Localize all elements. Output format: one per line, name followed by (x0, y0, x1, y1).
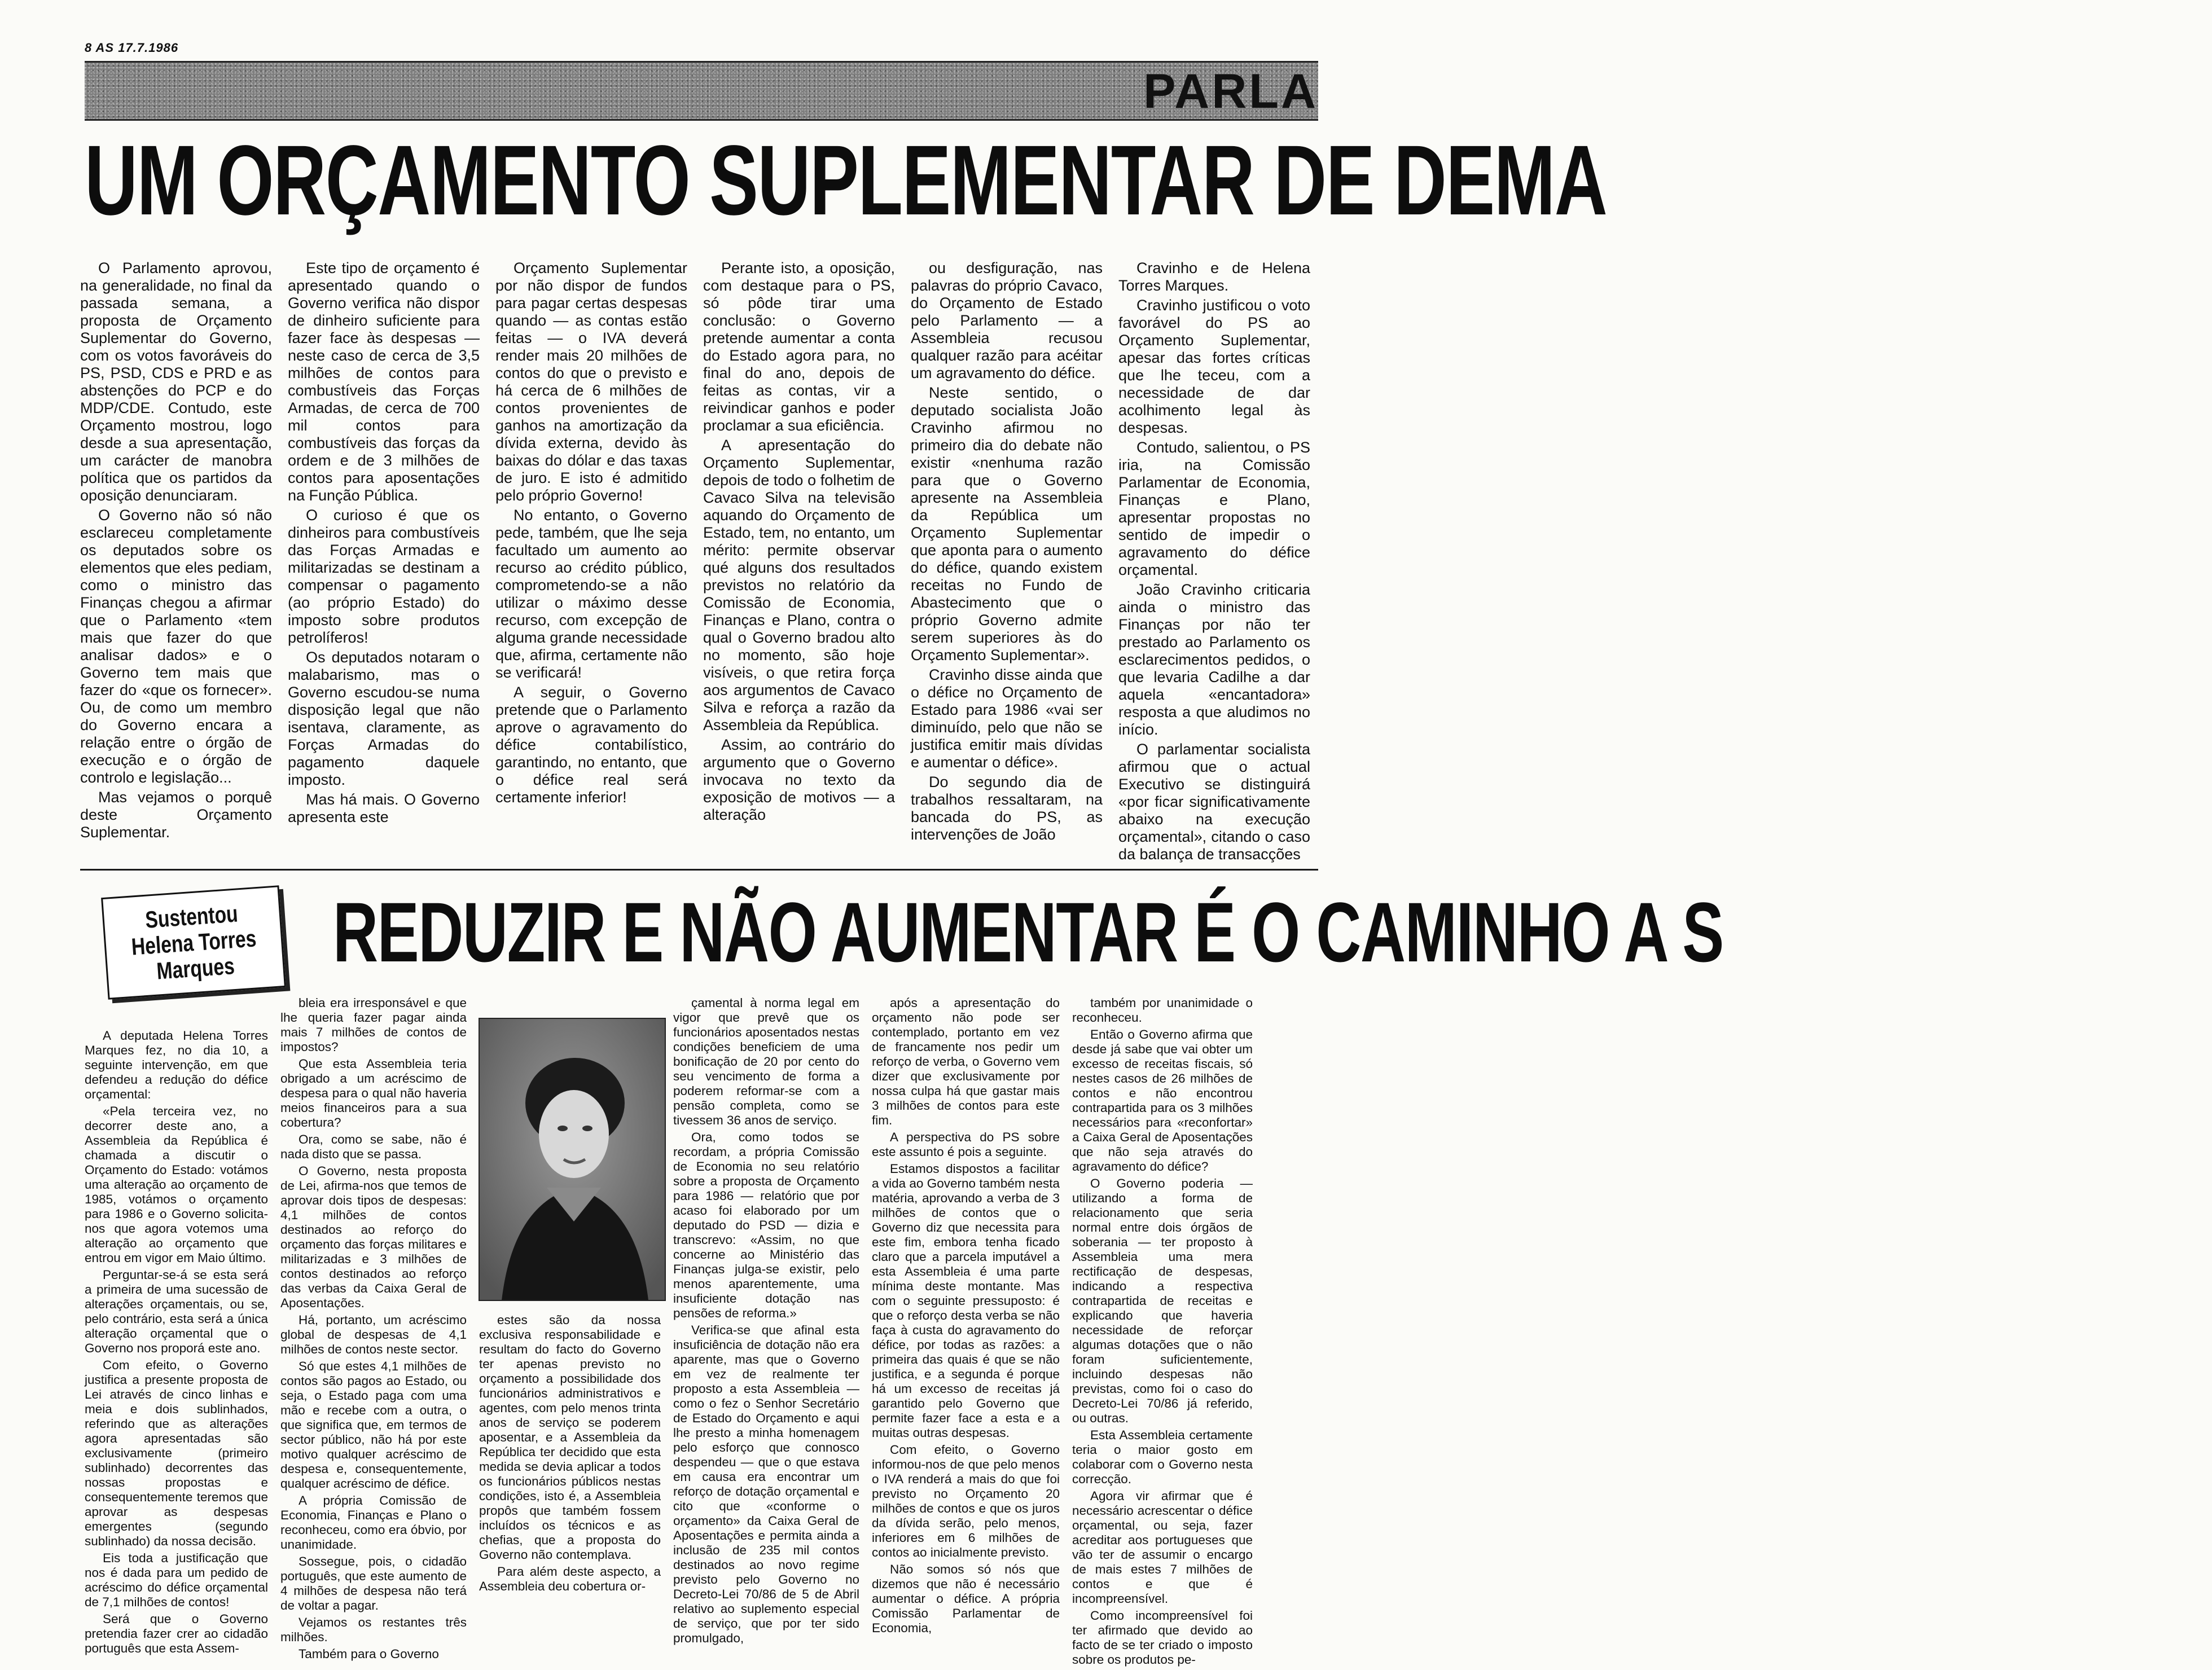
section-band (85, 61, 1318, 121)
section-divider (80, 869, 1318, 871)
paragraph: também por unanimidade o reconheceu. (1072, 996, 1253, 1025)
paragraph: estes são da nossa exclusiva responsabilidade e resultam do facto do Governo ter apenas previsto no orçamento a possibilidade dos funcionários administrativos e agentes, com pelo menos trinta anos de serviço se poderem aposentar, e a Assembleia da República ter decidido que esta medida se devia aplicar a todos os funcionários públicos nestas condições, isto é, a Assembleia propôs que também fossem incluídos os técnicos e as chefias, que a proposta do Governo não contemplava. (479, 1313, 661, 1562)
paragraph: bleia era irresponsável e que lhe queria fazer pagar ainda mais 7 milhões de contos de impostos? (280, 996, 467, 1054)
paragraph: O Governo poderia — utilizando a forma de relacionamento que seria normal entre dois órgãos de soberania — ter proposto à Assembleia uma mera rectificação de despesas, indicando a respectiva contrapartida de receitas e explicando que haveria necessidade de reforçar algumas dotações que o não foram suficientemente, incluindo despesas não previstas, como foi o caso do Decreto-Lei 70/86 já referido, ou outras. (1072, 1176, 1253, 1425)
article-1-headline: UM ORÇAMENTO SUPLEMENTAR DE DEMA (85, 125, 1607, 236)
paragraph: A perspectiva do PS sobre este assunto é pois a seguinte. (872, 1130, 1060, 1159)
paragraph: Só que estes 4,1 milhões de contos são pagos ao Estado, ou seja, o Estado paga com uma mão e recebe com a outra, o que significa que, em termos de sector público, não há por este motivo qualquer acréscimo de despesa e, consequentemente, qualquer acréscimo de défice. (280, 1359, 467, 1491)
paragraph: Perguntar-se-á se esta será a primeira de uma sucessão de alterações orçamentais, ou se, pelo contrário, esta será a única alteração orçamental que o Governo nos proporá este ano. (85, 1268, 268, 1355)
article-2-column (1072, 996, 1253, 1670)
paragraph: Como incompreensível foi ter afirmado que devido ao facto de se ter criado o imposto sobre os produtos pe- (1072, 1609, 1253, 1667)
paragraph: O parlamentar socialista afirmou que o actual Executivo se distinguirá «por ficar significativamente abaixo na execução orçamental», citando o caso da balança de transacções (1118, 741, 1310, 863)
paragraph: Estamos dispostos a facilitar a vida ao Governo também nesta matéria, aprovando a verba de 3 milhões de contos que o Governo diz que necessita para este fim, embora tenha ficado claro que a parcela imputável a esta Assembleia é uma parte mínima deste montante. Mas com o seguinte pressuposto: é que o reforço desta verba se não faça à custa do agravamento do défice, por todas as razões: a primeira das quais é que se não justifica, e a segunda é porque há um excesso de receitas já garantido pelo Governo que permite fazer face a esta e a muitas outras despesas. (872, 1162, 1060, 1440)
paragraph: Ora, como se sabe, não é nada disto que se passa. (280, 1132, 467, 1161)
article-1-column (80, 260, 272, 858)
paragraph: João Cravinho criticaria ainda o ministro das Finanças por não ter prestado ao Parlamento os esclarecimentos pedidos, o que levaria Cadilhe a dar aquela «encantadora» resposta a que aludimos no início. (1118, 581, 1310, 738)
paragraph: Cravinho e de Helena Torres Marques. (1118, 260, 1310, 294)
paragraph: Agora vir afirmar que é necessário acrescentar o défice orçamental, ou seja, fazer acreditar aos portugueses que vão ter de assumir o encargo de mais estes 7 milhões de contos e que é incompreensível. (1072, 1489, 1253, 1606)
paragraph: Vejamos os restantes três milhões. (280, 1615, 467, 1644)
article-2-body (85, 996, 1318, 1670)
paragraph: Perante isto, a oposição, com destaque para o PS, só pôde tirar uma conclusão: o Governo pretende aumentar a conta do Estado agora para, no final do ano, depois de feitas as contas, vir a reivindicar ganhos e poder proclamar a sua eficiência. (703, 260, 895, 434)
portrait-photo-image (479, 1018, 665, 1300)
paragraph: após a apresentação do orçamento não pode ser contemplado, portanto em vez de francamente nos pedir um reforço de verba, o Governo vem dizer que exclusivamente por nossa culpa há que gastar mais 3 milhões de contos para este fim. (872, 996, 1060, 1127)
paragraph: Orçamento Suplementar por não dispor de fundos para pagar certas despesas quando — as contas estão feitas — o IVA deverá render mais 20 milhões de contos do que o previsto e há cerca de 6 milhões de contos provenientes de ganhos na amortização da dívida externa, devido às baixas do dólar e das taxas de juro. E isto é admitido pelo próprio Governo! (495, 260, 687, 504)
paragraph: Com efeito, o Governo justifica a presente proposta de Lei através de cinco linhas e meia e dois sublinhados, referindo que as alterações agora apresentadas são exclusivamente (primeiro sublinhado) decorrentes das nossas propostas e consequentemente teremos que aprovar as despesas emergentes (segundo sublinhado) da nossa decisão. (85, 1358, 268, 1548)
paragraph: Verifica-se que afinal esta insuficiência de dotação não era aparente, mas que o Governo em vez de realmente ter proposto a esta Assembleia — como o fez o Senhor Secretário de Estado do Orçamento e aqui lhe presto a minha homenagem pelo esforço que connosco despendeu — que o que estava em causa era encontrar um reforço de dotação orçamental e cito que «conforme o orçamento» da Caixa Geral de Aposentações e permita ainda a inclusão de 235 mil contos destinados ao novo regime previsto pelo Governo no Decreto-Lei 70/86 de 5 de Abril relativo ao suplemento especial de serviço, que por ter sido promulgado, (673, 1323, 859, 1645)
paragraph: O curioso é que os dinheiros para combustíveis das Forças Armadas e militarizadas se destinam a compensar o pagamento (ao próprio Estado) do imposto sobre produtos petrolíferos! (288, 507, 480, 646)
article-2-column (85, 1029, 268, 1670)
paragraph: No entanto, o Governo pede, também, que lhe seja facultado um aumento ao recurso ao crédito público, comprometendo-se a não utilizar o máximo desse recurso, com excepção de alguma grande necessidade que, afirma, certamente não se verificará! (495, 507, 687, 681)
article-1-column (911, 260, 1103, 858)
article-1-column (495, 260, 687, 858)
paragraph: Com efeito, o Governo informou-nos de que pelo menos o IVA renderá a mais do que foi previsto no Orçamento 20 milhões de contos e que os juros da dívida serão, pelo menos, inferiores em 6 milhões de contos ao inicialmente previsto. (872, 1443, 1060, 1559)
paragraph: Para além deste aspecto, a Assembleia deu cobertura or- (479, 1564, 661, 1593)
portrait-photo (479, 1018, 665, 1300)
paragraph: Esta Assembleia certamente teria o maior gosto em colaborar com o Governo nesta correcção. (1072, 1428, 1253, 1486)
article-2-headline: REDUZIR E NÃO AUMENTAR É O CAMINHO A S (333, 885, 1723, 979)
kicker-line: Marques (155, 952, 235, 985)
article-1-body (80, 260, 1318, 863)
paragraph: Eis toda a justificação que nos é dada para um pedido de acréscimo do défice orçamental de 7,1 milhões de contos! (85, 1551, 268, 1609)
paragraph: Assim, ao contrário do argumento que o Governo invocava no texto da exposição de motivos — a alteração (703, 736, 895, 823)
article-2-column (479, 1313, 661, 1594)
paragraph: Mas vejamos o porquê deste Orçamento Suplementar. (80, 789, 272, 841)
paragraph: Então o Governo afirma que desde já sabe que vai obter um excesso de receitas fiscais, só nestes casos de 26 milhões de contos e não encontrou contrapartida para os 3 milhões necessários para «reconfortar» a Caixa Geral de Aposentações que não seja através do agravamento do défice? (1072, 1027, 1253, 1174)
paragraph: «Pela terceira vez, no decorrer deste ano, a Assembleia da República é chamada a discutir o Orçamento do Estado: votámos uma alteração ao orçamento de 1985, votámos o orçamento para 1986 e o Governo solicita-nos que agora votemos uma alteração ao orçamento que entrou em vigor em Maio último. (85, 1104, 268, 1265)
paragraph: Do segundo dia de trabalhos ressaltaram, na bancada do PS, as intervenções de João (911, 774, 1103, 843)
paragraph: Sossegue, pois, o cidadão português, que este aumento de 4 milhões de despesa não terá de voltar a pagar. (280, 1554, 467, 1612)
paragraph: Este tipo de orçamento é apresentado quando o Governo verifica não dispor de dinheiro suficiente para fazer face às despesas — neste caso de cerca de 3,5 milhões de contos para combustíveis das Forças Armadas, de cerca de 700 mil contos para combustíveis das forças da ordem e de 3 milhões de contos para aposentações na Função Pública. (288, 260, 480, 504)
article-2-column (280, 996, 467, 1670)
kicker-line: Sustentou (144, 899, 239, 933)
article-1-column (1118, 260, 1310, 863)
paragraph: A apresentação do Orçamento Suplementar, depois de todo o folhetim de Cavaco Silva na televisão aquando do Orçamento de Estado, tem, no entanto, um mérito: permite observar qué alguns dos resultados previstos no relatório da Comissão de Economia, Finanças e Plano, contra o qual o Governo bradou alto no momento, são hoje visíveis, o que retira força aos argumentos de Cavaco Silva e reforça a razão da Assembleia da República. (703, 437, 895, 733)
paragraph: Também para o Governo (299, 1647, 439, 1661)
paragraph: O Governo não só não esclareceu completamente os deputados sobre os elementos que eles pediam, como o ministro das Finanças chegou a afirmar que o Parlamento «tem mais que fazer do que analisar dados» e o Governo tem mais que fazer do «que os fornecer». Ou, de como um membro do Governo encara a relação entre o órgão de execução e o órgão de controlo e legislação... (80, 507, 272, 786)
article-2-column (872, 996, 1060, 1670)
article-1-column (703, 260, 895, 858)
paragraph: O Parlamento aprovou, na generalidade, no final da passada semana, a proposta de Orçamento Suplementar do Governo, com os votos favoráveis do PS, PSD, CDS e PRD e as abstenções do PCP e do MDP/CDE. Contudo, este Orçamento mostrou, logo desde a sua apresentação, um carácter de manobra política que os partidos da oposição denunciaram. (80, 260, 272, 504)
page-folio: 8 AS 17.7.1986 (85, 41, 179, 55)
paragraph: ou desfiguração, nas palavras do próprio Cavaco, do Orçamento de Estado pelo Parlamento — a Assembleia recusou qualquer razão para acéitar um agravamento do défice. (911, 260, 1103, 381)
paragraph: A seguir, o Governo pretende que o Parlamento aprove o agravamento do défice contabilístico, garantindo, no entanto, que o défice real será certamente inferior! (495, 684, 687, 806)
paragraph: Que esta Assembleia teria obrigado a um acréscimo de despesa para o qual não haveria meios financeiros para a sua cobertura? (280, 1057, 467, 1130)
paragraph: Cravinho justificou o voto favorável do PS ao Orçamento Suplementar, apesar das fortes críticas que lhe teceu, com a necessidade de dar acolhimento legal às despesas. (1118, 297, 1310, 436)
paragraph: A própria Comissão de Economia, Finanças e Plano o reconheceu, como era óbvio, por unanimidade. (280, 1493, 467, 1552)
article-2-kicker-box (101, 885, 286, 1000)
article-1-column (288, 260, 480, 858)
section-label: PARLA (1143, 64, 1318, 118)
paragraph: Será que o Governo pretendia fazer crer ao cidadão português que esta Assem- (85, 1612, 268, 1655)
paragraph: A deputada Helena Torres Marques fez, no dia 10, a seguinte intervenção, em que defendeu a redução do défice orçamental: (85, 1029, 268, 1101)
article-2-column (673, 996, 859, 1670)
article-2-photo-column (479, 996, 661, 1670)
kicker-line: Helena Torres (130, 924, 257, 960)
paragraph: O Governo, nesta proposta de Lei, afirma-nos que temos de aprovar dois tipos de despesas: 4,1 milhões de contos destinados ao reforço do orçamento das forças militares e militarizadas e 3 milhões de contos destinados ao reforço das verbas da Caixa Geral de Aposentações. (280, 1164, 467, 1310)
paragraph: çamental à norma legal em vigor que prevê que os funcionários aposentados nestas condições beneficiem de uma bonificação de 20 por cento do seu vencimento de forma a poderem reformar-se com a pensão completa, como se tivessem 36 anos de serviço. (673, 996, 859, 1127)
paragraph: Cravinho disse ainda que o défice no Orçamento de Estado para 1986 «vai ser diminuído, pelo que não se justifica emitir mais dívidas e aumentar o défice». (911, 666, 1103, 771)
paragraph: Mas há mais. O Governo apresenta este (288, 791, 480, 825)
paragraph: Não somos só nós que dizemos que não é necessário aumentar o défice. A própria Comissão Parlamentar de Economia, (872, 1562, 1060, 1635)
paragraph: Neste sentido, o deputado socialista João Cravinho afirmou no primeiro dia do debate não existir «nenhuma razão para que o Governo apresente na Assembleia da República um Orçamento Suplementar que aponta para o aumento do défice, quando existem receitas no Fundo de Abastecimento que o próprio Governo admite serem superiores às do Orçamento Suplementar». (911, 384, 1103, 663)
paragraph: Ora, como todos se recordam, a própria Comissão de Economia no seu relatório sobre a proposta de Orçamento para 1986 — relatório que por acaso foi elaborado por um deputado do PSD — dizia e transcrevo: «Assim, no que concerne ao Ministério das Finanças julga-se existir, pelo menos aparentemente, uma insuficiente dotação nas pensões de reforma.» (673, 1130, 859, 1320)
paragraph: Os deputados notaram o malabarismo, mas o Governo escudou-se numa disposição legal que não isentava, claramente, as Forças Armadas do pagamento daquele imposto. (288, 649, 480, 788)
paragraph: Contudo, salientou, o PS iria, na Comissão Parlamentar de Economia, Finanças e Plano, apresentar propostas no sentido de impedir o agravamento do défice orçamental. (1118, 439, 1310, 578)
paragraph: Há, portanto, um acréscimo global de despesas de 4,1 milhões de contos neste sector. (280, 1313, 467, 1356)
